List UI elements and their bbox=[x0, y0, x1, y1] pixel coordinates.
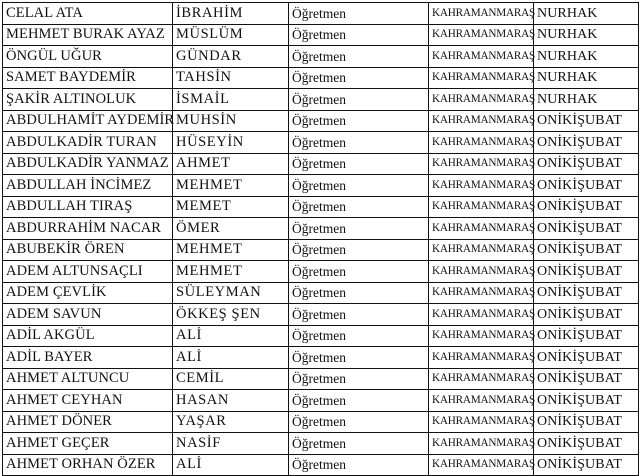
table-row bbox=[3, 390, 639, 412]
job-title-cell: Öğretmen bbox=[289, 89, 429, 111]
district-cell: ONİKİŞUBAT bbox=[534, 110, 639, 132]
father-name-cell: MEHMET bbox=[173, 239, 289, 261]
teacher-name-cell: ADİL AKGÜL bbox=[3, 325, 173, 347]
father-name-cell: ALİ bbox=[173, 454, 289, 476]
province-cell: KAHRAMANMARAŞ bbox=[429, 304, 534, 326]
district-cell: ONİKİŞUBAT bbox=[534, 454, 639, 476]
teacher-name-cell: ADİL BAYER bbox=[3, 347, 173, 369]
job-title-cell: Öğretmen bbox=[289, 196, 429, 218]
father-name-cell: YAŞAR bbox=[173, 411, 289, 433]
province-cell: KAHRAMANMARAŞ bbox=[429, 347, 534, 369]
province-cell: KAHRAMANMARAŞ bbox=[429, 454, 534, 476]
table-row bbox=[3, 132, 639, 154]
job-title-cell: Öğretmen bbox=[289, 390, 429, 412]
district-cell: ONİKİŞUBAT bbox=[534, 368, 639, 390]
father-name-cell: ALİ bbox=[173, 347, 289, 369]
job-title-cell: Öğretmen bbox=[289, 239, 429, 261]
teacher-name-cell: ABDULLAH İNCİMEZ bbox=[3, 175, 173, 197]
district-cell: NURHAK bbox=[534, 89, 639, 111]
district-cell: ONİKİŞUBAT bbox=[534, 175, 639, 197]
job-title-cell: Öğretmen bbox=[289, 110, 429, 132]
teacher-name-cell: ABDULLAH TIRAŞ bbox=[3, 196, 173, 218]
father-name-cell: İBRAHİM bbox=[173, 3, 289, 25]
province-cell: KAHRAMANMARAŞ bbox=[429, 390, 534, 412]
province-cell: KAHRAMANMARAŞ bbox=[429, 218, 534, 240]
teacher-name-cell: ADEM ALTUNSAÇLI bbox=[3, 261, 173, 283]
district-cell: ONİKİŞUBAT bbox=[534, 132, 639, 154]
district-cell: NURHAK bbox=[534, 46, 639, 68]
job-title-cell: Öğretmen bbox=[289, 67, 429, 89]
district-cell: ONİKİŞUBAT bbox=[534, 239, 639, 261]
table-row bbox=[3, 261, 639, 283]
district-cell: ONİKİŞUBAT bbox=[534, 433, 639, 455]
province-cell: KAHRAMANMARAŞ bbox=[429, 132, 534, 154]
father-name-cell: ÖKKEŞ ŞEN bbox=[173, 304, 289, 326]
table-row bbox=[3, 282, 639, 304]
job-title-cell: Öğretmen bbox=[289, 347, 429, 369]
province-cell: KAHRAMANMARAŞ bbox=[429, 368, 534, 390]
teacher-name-cell: CELAL ATA bbox=[3, 3, 173, 25]
table-row bbox=[3, 411, 639, 433]
father-name-cell: MUHSİN bbox=[173, 110, 289, 132]
table-row bbox=[3, 196, 639, 218]
job-title-cell: Öğretmen bbox=[289, 261, 429, 283]
table-row bbox=[3, 239, 639, 261]
province-cell: KAHRAMANMARAŞ bbox=[429, 261, 534, 283]
job-title-cell: Öğretmen bbox=[289, 282, 429, 304]
province-cell: KAHRAMANMARAŞ bbox=[429, 433, 534, 455]
father-name-cell: TAHSİN bbox=[173, 67, 289, 89]
district-cell: ONİKİŞUBAT bbox=[534, 196, 639, 218]
teacher-name-cell: ABUBEKİR ÖREN bbox=[3, 239, 173, 261]
father-name-cell: SÜLEYMAN bbox=[173, 282, 289, 304]
district-cell: ONİKİŞUBAT bbox=[534, 347, 639, 369]
district-cell: ONİKİŞUBAT bbox=[534, 261, 639, 283]
father-name-cell: MEMET bbox=[173, 196, 289, 218]
teacher-name-cell: ŞAKİR ALTINOLUK bbox=[3, 89, 173, 111]
teacher-name-cell: AHMET GEÇER bbox=[3, 433, 173, 455]
father-name-cell: ALİ bbox=[173, 325, 289, 347]
district-cell: ONİKİŞUBAT bbox=[534, 282, 639, 304]
teacher-name-cell: AHMET DÖNER bbox=[3, 411, 173, 433]
teacher-name-cell: ABDULKADİR YANMAZ bbox=[3, 153, 173, 175]
province-cell: KAHRAMANMARAŞ bbox=[429, 110, 534, 132]
table-row bbox=[3, 67, 639, 89]
province-cell: KAHRAMANMARAŞ bbox=[429, 282, 534, 304]
job-title-cell: Öğretmen bbox=[289, 411, 429, 433]
district-cell: ONİKİŞUBAT bbox=[534, 390, 639, 412]
job-title-cell: Öğretmen bbox=[289, 3, 429, 25]
table-row bbox=[3, 304, 639, 326]
province-cell: KAHRAMANMARAŞ bbox=[429, 325, 534, 347]
province-cell: KAHRAMANMARAŞ bbox=[429, 411, 534, 433]
province-cell: KAHRAMANMARAŞ bbox=[429, 67, 534, 89]
province-cell: KAHRAMANMARAŞ bbox=[429, 89, 534, 111]
province-cell: KAHRAMANMARAŞ bbox=[429, 239, 534, 261]
table-row bbox=[3, 325, 639, 347]
district-cell: ONİKİŞUBAT bbox=[534, 304, 639, 326]
father-name-cell: GÜNDAR bbox=[173, 46, 289, 68]
province-cell: KAHRAMANMARAŞ bbox=[429, 196, 534, 218]
job-title-cell: Öğretmen bbox=[289, 433, 429, 455]
father-name-cell: HÜSEYİN bbox=[173, 132, 289, 154]
father-name-cell: NASİF bbox=[173, 433, 289, 455]
district-cell: ONİKİŞUBAT bbox=[534, 153, 639, 175]
job-title-cell: Öğretmen bbox=[289, 153, 429, 175]
table-row bbox=[3, 110, 639, 132]
father-name-cell: CEMİL bbox=[173, 368, 289, 390]
teacher-name-cell: ABDURRAHİM NACAR bbox=[3, 218, 173, 240]
job-title-cell: Öğretmen bbox=[289, 24, 429, 46]
father-name-cell: ÖMER bbox=[173, 218, 289, 240]
teacher-name-cell: AHMET ALTUNCU bbox=[3, 368, 173, 390]
teacher-name-cell: ADEM ÇEVLİK bbox=[3, 282, 173, 304]
job-title-cell: Öğretmen bbox=[289, 304, 429, 326]
province-cell: KAHRAMANMARAŞ bbox=[429, 24, 534, 46]
province-cell: KAHRAMANMARAŞ bbox=[429, 175, 534, 197]
table-row bbox=[3, 153, 639, 175]
father-name-cell: MEHMET bbox=[173, 175, 289, 197]
district-cell: ONİKİŞUBAT bbox=[534, 411, 639, 433]
father-name-cell: MEHMET bbox=[173, 261, 289, 283]
teacher-name-cell: ABDULKADİR TURAN bbox=[3, 132, 173, 154]
district-cell: NURHAK bbox=[534, 67, 639, 89]
job-title-cell: Öğretmen bbox=[289, 218, 429, 240]
table-row bbox=[3, 347, 639, 369]
father-name-cell: AHMET bbox=[173, 153, 289, 175]
table-row bbox=[3, 3, 639, 25]
teacher-name-cell: SAMET BAYDEMİR bbox=[3, 67, 173, 89]
job-title-cell: Öğretmen bbox=[289, 46, 429, 68]
teacher-name-cell: ABDULHAMİT AYDEMİR bbox=[3, 110, 173, 132]
table-row bbox=[3, 368, 639, 390]
table-row bbox=[3, 175, 639, 197]
father-name-cell: İSMAİL bbox=[173, 89, 289, 111]
province-cell: KAHRAMANMARAŞ bbox=[429, 153, 534, 175]
district-cell: NURHAK bbox=[534, 3, 639, 25]
job-title-cell: Öğretmen bbox=[289, 175, 429, 197]
province-cell: KAHRAMANMARAŞ bbox=[429, 46, 534, 68]
job-title-cell: Öğretmen bbox=[289, 454, 429, 476]
teacher-name-cell: AHMET ORHAN ÖZER bbox=[3, 454, 173, 476]
teacher-name-cell: MEHMET BURAK AYAZ bbox=[3, 24, 173, 46]
table-row bbox=[3, 454, 639, 476]
province-cell: KAHRAMANMARAŞ bbox=[429, 3, 534, 25]
job-title-cell: Öğretmen bbox=[289, 132, 429, 154]
job-title-cell: Öğretmen bbox=[289, 368, 429, 390]
job-title-cell: Öğretmen bbox=[289, 325, 429, 347]
district-cell: NURHAK bbox=[534, 24, 639, 46]
table-row bbox=[3, 89, 639, 111]
table-row bbox=[3, 46, 639, 68]
teacher-name-cell: AHMET CEYHAN bbox=[3, 390, 173, 412]
table-row bbox=[3, 433, 639, 455]
teacher-name-cell: ADEM SAVUN bbox=[3, 304, 173, 326]
district-cell: ONİKİŞUBAT bbox=[534, 218, 639, 240]
father-name-cell: MÜSLÜM bbox=[173, 24, 289, 46]
teacher-roster-table bbox=[2, 2, 639, 476]
father-name-cell: HASAN bbox=[173, 390, 289, 412]
table-body bbox=[3, 3, 639, 476]
teacher-name-cell: ÖNGÜL UĞUR bbox=[3, 46, 173, 68]
table-row bbox=[3, 218, 639, 240]
table-row bbox=[3, 24, 639, 46]
district-cell: ONİKİŞUBAT bbox=[534, 325, 639, 347]
